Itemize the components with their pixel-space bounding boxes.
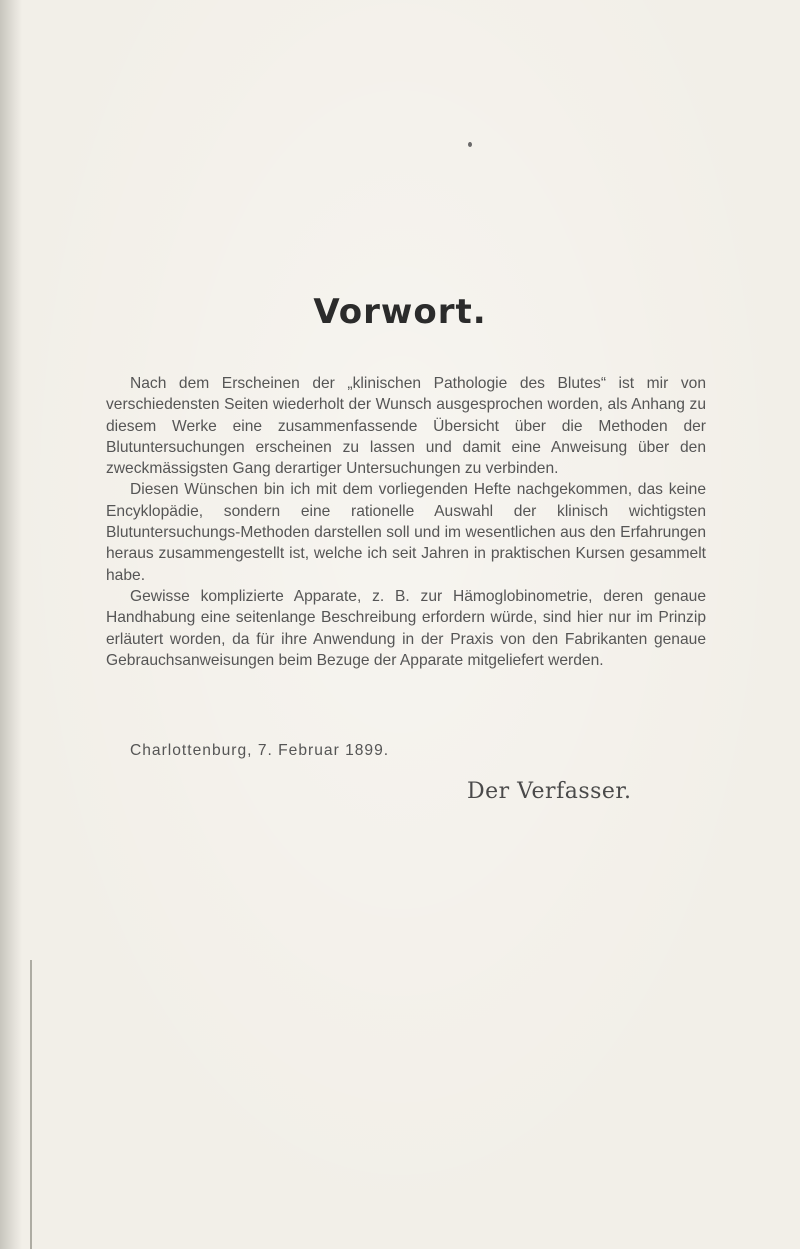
paragraph-2: Diesen Wünschen bin ich mit dem vorliegenden Hefte nachgekommen, das keine Encyklopädie, sondern eine rationelle Auswahl der klinisch wichtigsten Blutuntersuchungs-Methoden darstellen soll und im wesentlichen aus den Erfahrungen heraus zusammengestellt ist, welche ich seit Jahren in praktischen Kursen gesammelt habe. <box>106 481 706 584</box>
paragraph-3: Gewisse komplizierte Apparate, z. B. zur Hämoglobinometrie, deren genaue Handhabung eine seitenlange Beschreibung erfordern würde, sind hier nur im Prinzip erläutert worden, da für ihre Anwendung in der Praxis von den Fabrikanten genaue Gebrauchsanweisungen beim Bezuge der Apparate mitgeliefert werden. <box>106 587 706 669</box>
paper-speck <box>468 142 472 147</box>
author-signature: Der Verfasser. <box>467 779 632 804</box>
spine-shadow <box>0 0 22 1249</box>
page-title: Vorwort. <box>313 292 487 332</box>
place-and-date: Charlottenburg, 7. Februar 1899. <box>130 742 390 759</box>
paragraph-1: Nach dem Erscheinen der „klinischen Pathologie des Blutes“ ist mir von verschiedensten Seiten wiederholt der Wunsch ausgesprochen worden, als Anhang zu diesem Werke eine zusammenfassende Übersicht über die Methoden der Blutuntersuchungen erscheinen zu lassen und damit eine Anweisung über den zweckmässigsten Gang derartiger Untersuchungen zu verbinden. <box>106 375 706 478</box>
preface-body <box>106 373 706 671</box>
binding-edge-line <box>30 960 32 1249</box>
